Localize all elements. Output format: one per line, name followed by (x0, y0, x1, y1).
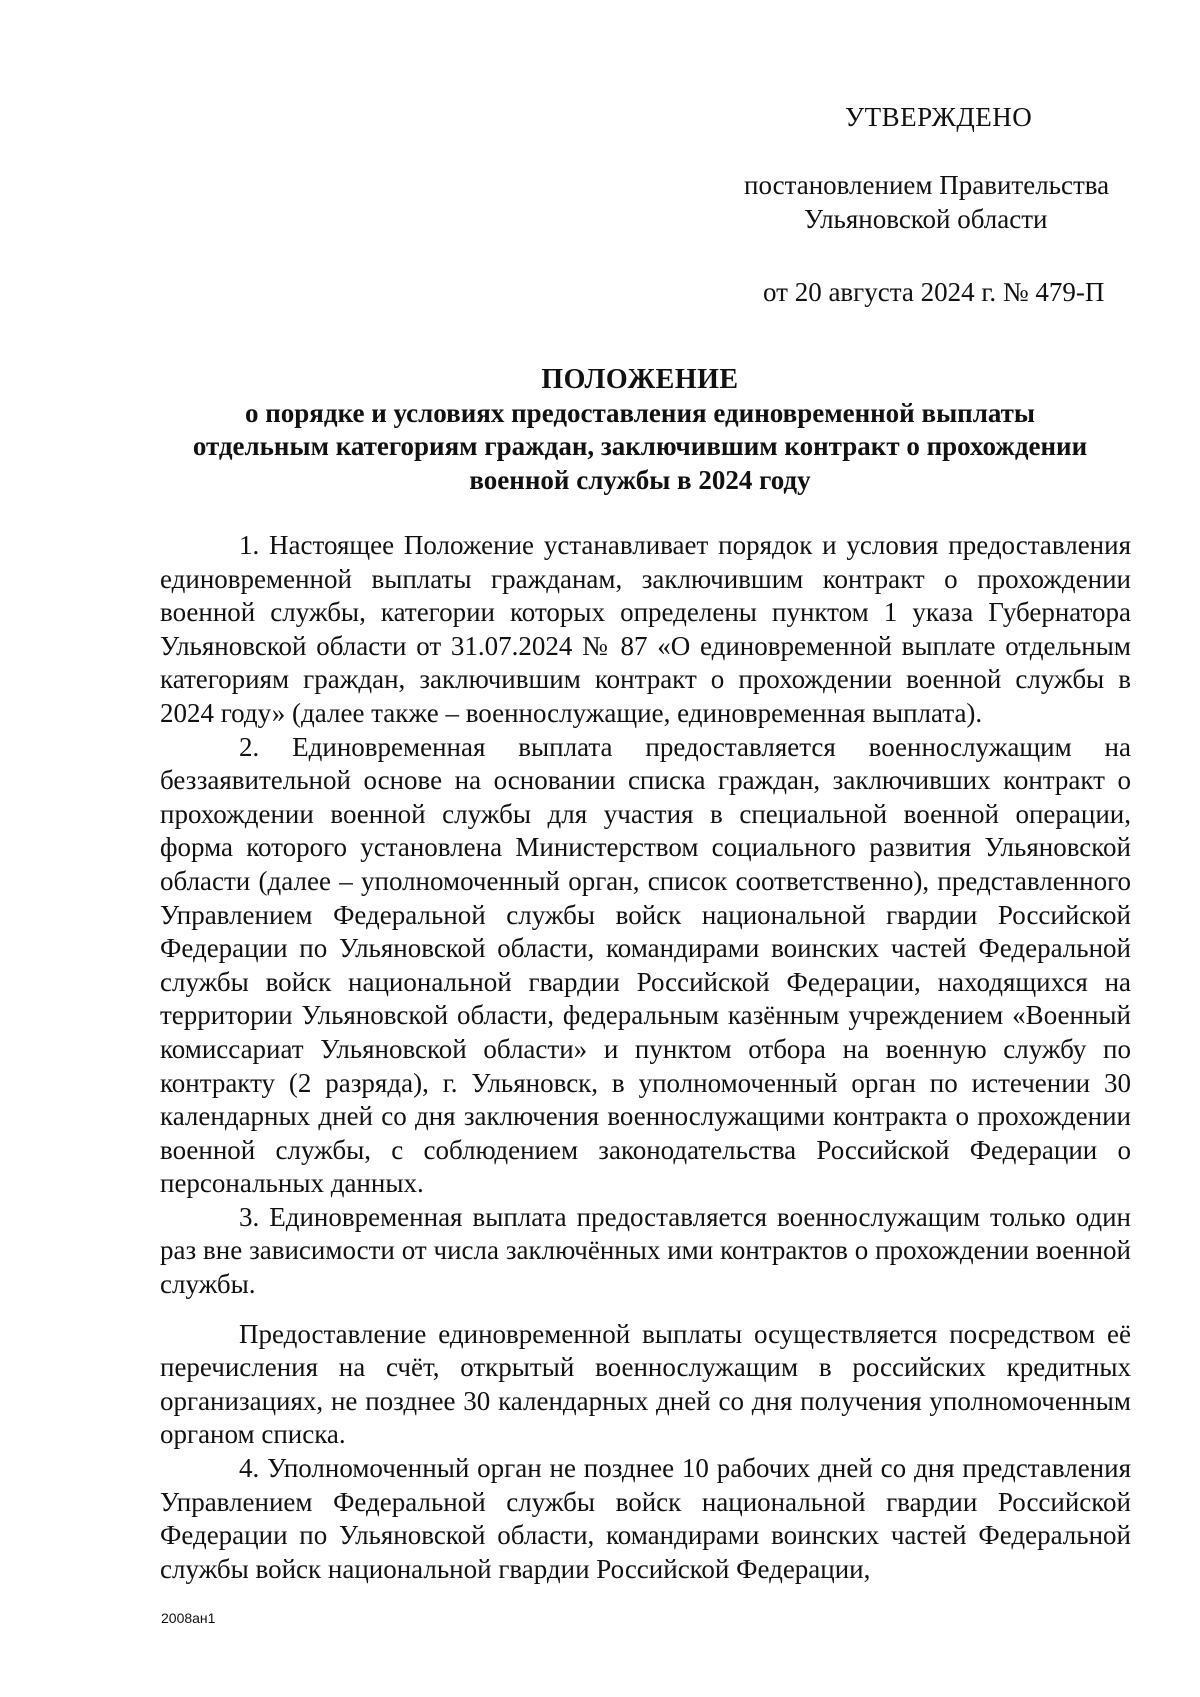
title-line-1: о порядке и условиях предоставления единовременной выплаты (244, 397, 1035, 428)
approval-decree-line: постановлением Правительства (744, 170, 1110, 200)
title-line-2: отдельным категориям граждан, заключившим контракт о прохождении (192, 431, 1088, 461)
paragraph-2: 2. Единовременная выплата предоставляется военнослужащим на беззаявительной основе на основании списка граждан, заключивших контракт о прохождении военной службы для участия в специальной военной операции, форма которого установлена Министерством социального развития Ульяновской области (далее – уполномоченный орган, список соответственно), представленного Управлением Федеральной службы войск национальной гвардии Российской Федерации по Ульяновской области, командирами воинских частей Федеральной службы войск национальной гвардии Российской Федерации, находящихся на территории Ульяновской области, федеральным казённым учреждением «Военный комиссариат Ульяновской области» и пунктом отбора на военную службу по контракту (2 разряда), г. Ульяновск, в уполномоченный орган по истечении 30 календарных дней со дня заключения военнослужащими контракта о прохождении военной службы, с соблюдением законодательства Российской Федерации о персональных данных. (160, 731, 1131, 1199)
document-body (160, 529, 1131, 1586)
document-title (150, 363, 1130, 497)
approval-date-line: от 20 августа 2024 г. № 479-П (763, 277, 1105, 307)
paragraph-4: 4. Уполномоченный орган не позднее 10 рабочих дней со дня представления Управлением Федеральной службы войск национальной гвардии Российской Федерации по Ульяновской области, командирами воинских частей Федеральной службы войск национальной гвардии Российской Федерации, (160, 1453, 1131, 1584)
approved-word: УТВЕРЖДЕНО (845, 102, 1033, 132)
paragraph-3: 3. Единовременная выплата предоставляется военнослужащим только один раз вне зависимости от числа заключённых ими контрактов о прохождении военной службы. (160, 1201, 1131, 1300)
document-code: 2008ан1 (161, 1610, 216, 1626)
title-line-3: военной службы в 2024 году (469, 464, 811, 495)
approval-region-line: Ульяновской области (804, 204, 1048, 234)
paragraph-3-continued: Предоставление единовременной выплаты осуществляется посредством её перечисления на счёт, открытый военнослужащим в российских кредитных организациях, не позднее 30 календарных дней со дня получения уполномоченным органом списка. (160, 1318, 1131, 1450)
title-main: ПОЛОЖЕНИЕ (541, 364, 739, 395)
paragraph-1: 1. Настоящее Положение устанавливает порядок и условия предоставления единовременной выплаты гражданам, заключившим контракт о прохождении военной службы, категории которых определены пунктом 1 указа Губернатора Ульяновской области от 31.07.2024 № 87 «О единовременной выплате отдельным категориям граждан, заключившим контракт о прохождении военной службы в 2024 году» (далее также – военнослужащие, единовременная выплата). (160, 530, 1131, 728)
